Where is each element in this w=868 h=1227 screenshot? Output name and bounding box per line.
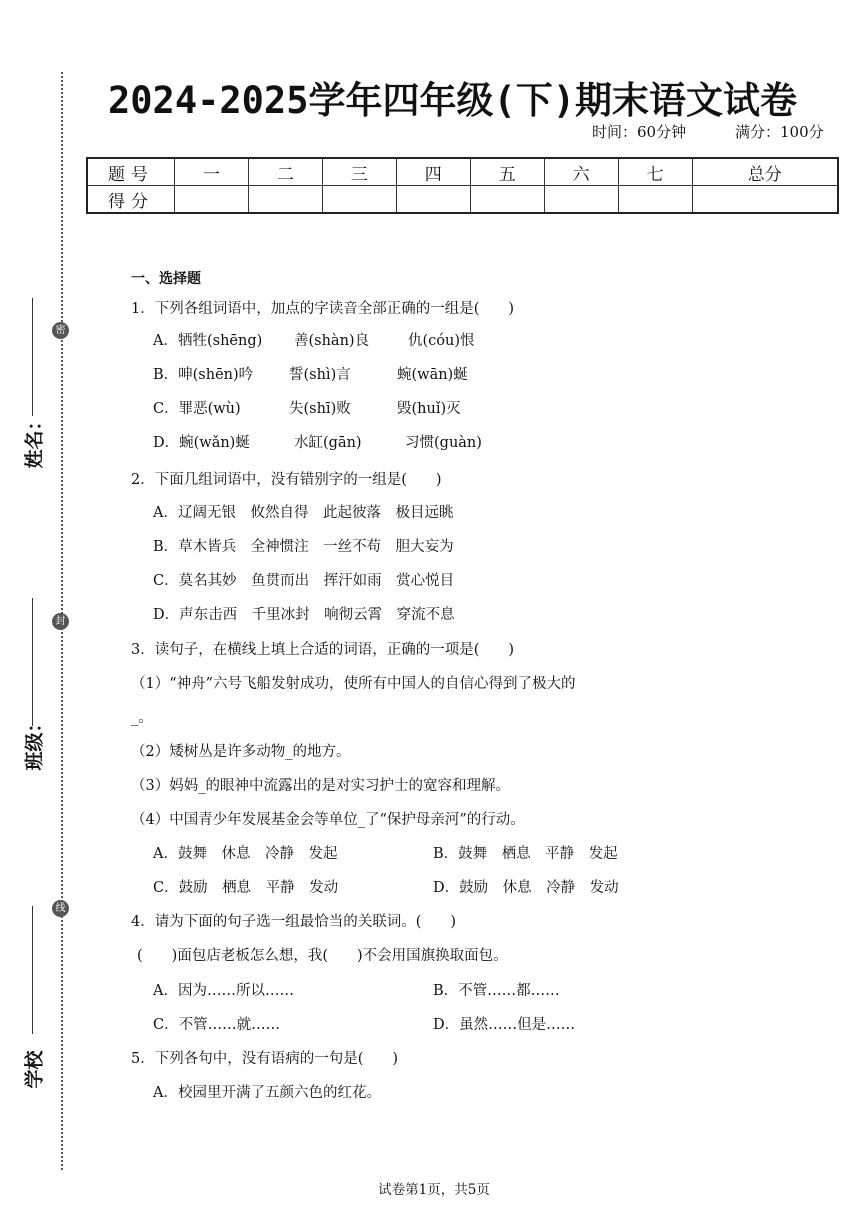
option-part: 习惯(guàn) bbox=[405, 435, 482, 451]
seal-feng: 封 bbox=[52, 613, 69, 630]
page-footer: 试卷第1页，共5页 bbox=[378, 1182, 490, 1198]
option-part: D．蜿(wǎn)蜒 bbox=[153, 435, 250, 451]
q3-sentence-2: （2）矮树丛是许多动物_的地方。 bbox=[131, 744, 351, 760]
score-input-cell[interactable] bbox=[175, 186, 249, 214]
seal-xian: 线 bbox=[52, 900, 69, 917]
score-cell: 四 bbox=[396, 158, 470, 186]
q3-option-b[interactable]: B．鼓舞 栖息 平静 发起 bbox=[433, 846, 618, 862]
class-label: 班级： bbox=[23, 713, 46, 771]
exam-time: 时间：60分钟 bbox=[592, 123, 687, 141]
option-part: C．罪恶(wù) bbox=[153, 401, 241, 417]
q3-option-c[interactable]: C．鼓励 栖息 平静 发动 bbox=[153, 880, 339, 896]
q4-option-a[interactable]: A．因为……所以…… bbox=[153, 983, 294, 999]
q1-option-b[interactable] bbox=[153, 363, 468, 384]
name-blank-line bbox=[32, 298, 33, 416]
score-cell: 七 bbox=[618, 158, 692, 186]
option-part: 水缸(gān) bbox=[294, 435, 362, 451]
q1-option-d[interactable] bbox=[153, 431, 482, 452]
q3-stem: 3．读句子，在横线上填上合适的词语，正确的一项是( ) bbox=[131, 642, 515, 658]
score-input-cell[interactable] bbox=[544, 186, 618, 214]
q1-option-a[interactable] bbox=[153, 329, 475, 350]
exam-full-score: 满分：100分 bbox=[735, 123, 824, 141]
q1-stem: 1．下列各组词语中，加点的字读音全部正确的一组是( ) bbox=[131, 301, 515, 317]
q4-option-b[interactable]: B．不管……都…… bbox=[433, 983, 560, 999]
q3-option-d[interactable]: D．鼓励 休息 冷静 发动 bbox=[433, 880, 619, 896]
option-part: 善(shàn)良 bbox=[294, 333, 370, 349]
score-input-cell[interactable] bbox=[692, 186, 838, 214]
school-label: 学校 bbox=[23, 1050, 46, 1089]
q5-option-a[interactable]: A．校园里开满了五颜六色的红花。 bbox=[153, 1085, 381, 1101]
score-input-cell[interactable] bbox=[248, 186, 322, 214]
q2-option-c[interactable]: C．莫名其妙 鱼贯而出 挥汗如雨 赏心悦目 bbox=[153, 573, 455, 589]
q2-option-d[interactable]: D．声东击西 千里冰封 响彻云霄 穿流不息 bbox=[153, 607, 455, 623]
q3-sentence-1: （1）“神舟”六号飞船发射成功，使所有中国人的自信心得到了极大的 bbox=[131, 676, 576, 692]
q4-option-d[interactable]: D．虽然……但是…… bbox=[433, 1017, 576, 1033]
score-input-cell[interactable] bbox=[396, 186, 470, 214]
q4-sentence: ( )面包店老板怎么想，我( )不会用国旗换取面包。 bbox=[137, 948, 508, 964]
name-label: 姓名： bbox=[23, 411, 46, 469]
q4-stem: 4．请为下面的句子选一组最恰当的关联词。( ) bbox=[131, 914, 457, 930]
score-input-cell[interactable] bbox=[618, 186, 692, 214]
score-cell: 三 bbox=[322, 158, 396, 186]
option-part: 仇(cóu)恨 bbox=[408, 333, 475, 349]
option-part: 失(shī)败 bbox=[289, 401, 351, 417]
score-cell: 一 bbox=[175, 158, 249, 186]
score-row-label: 得分 bbox=[87, 186, 175, 214]
score-table bbox=[86, 157, 839, 214]
score-cell: 总分 bbox=[692, 158, 838, 186]
school-blank-line bbox=[32, 906, 33, 1034]
score-cell: 五 bbox=[470, 158, 544, 186]
q4-option-c[interactable]: C．不管……就…… bbox=[153, 1017, 281, 1033]
option-part: 毁(huǐ)灭 bbox=[397, 401, 461, 417]
option-part: 蜿(wān)蜒 bbox=[397, 367, 468, 383]
option-part: A．牺牲(shēng) bbox=[153, 333, 263, 349]
score-table-header-row bbox=[87, 158, 838, 186]
score-input-cell[interactable] bbox=[470, 186, 544, 214]
score-cell: 二 bbox=[248, 158, 322, 186]
q3-sentence-4: （4）中国青少年发展基金会等单位_了“保护母亲河”的行动。 bbox=[131, 812, 525, 828]
q3-sentence-3: （3）妈妈_的眼神中流露出的是对实习护士的宽容和理解。 bbox=[131, 778, 510, 794]
class-blank-line bbox=[32, 598, 33, 726]
score-table-score-row bbox=[87, 186, 838, 214]
q3-sentence-1-cont: _。 bbox=[131, 710, 153, 726]
option-part: B．呻(shēn)吟 bbox=[153, 367, 254, 383]
section-title: 一、选择题 bbox=[131, 271, 201, 287]
score-cell: 题号 bbox=[87, 158, 175, 186]
score-input-cell[interactable] bbox=[322, 186, 396, 214]
score-cell: 六 bbox=[544, 158, 618, 186]
q1-option-c[interactable] bbox=[153, 397, 461, 418]
q2-stem: 2．下面几组词语中，没有错别字的一组是( ) bbox=[131, 472, 442, 488]
q2-option-b[interactable]: B．草木皆兵 全神惯注 一丝不苟 胆大妄为 bbox=[153, 539, 454, 555]
seal-mi: 密 bbox=[52, 322, 69, 339]
q3-option-a[interactable]: A．鼓舞 休息 冷静 发起 bbox=[153, 846, 338, 862]
q2-option-a[interactable]: A．辽阔无银 攸然自得 此起彼落 极目远眺 bbox=[153, 505, 454, 521]
exam-title: 2024-2025学年四年级(下)期末语文试卷 bbox=[108, 79, 798, 122]
option-part: 誓(shì)言 bbox=[289, 367, 351, 383]
q5-stem: 5．下列各句中，没有语病的一句是( ) bbox=[131, 1051, 399, 1067]
